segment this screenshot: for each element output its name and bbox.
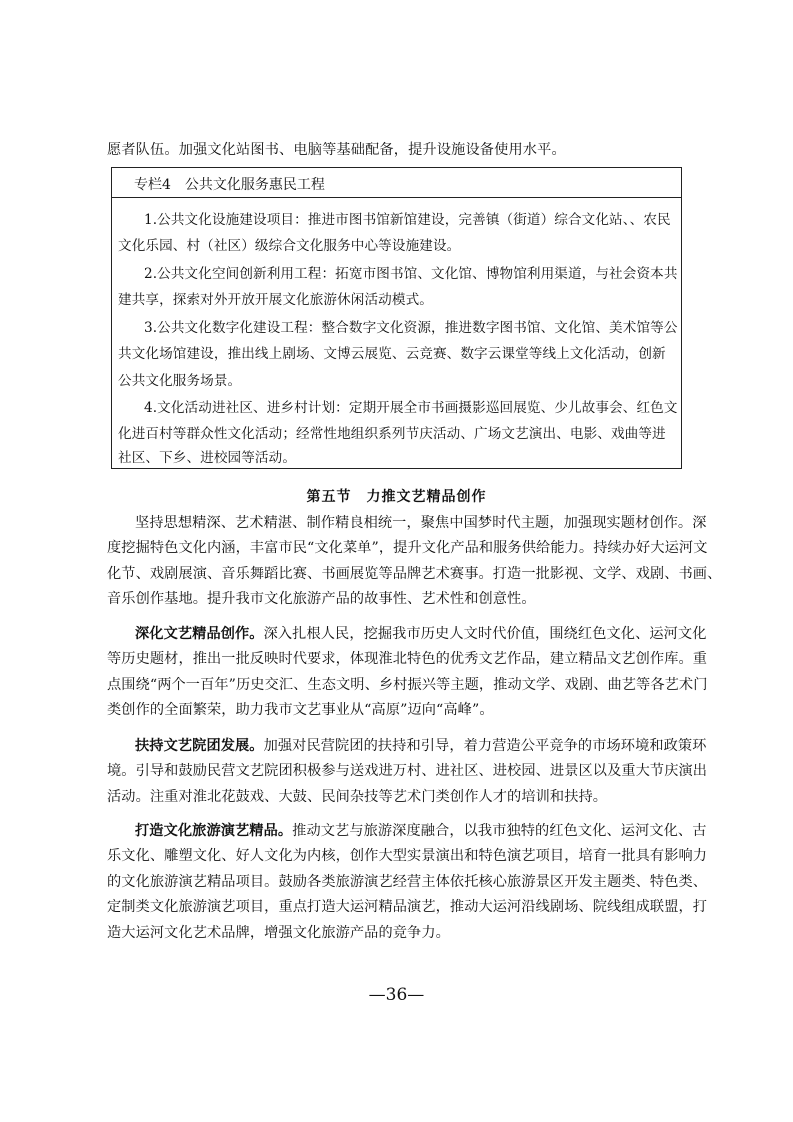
box-line: 化进百村等群众性文化活动；经常性地组织系列节庆活动、广场文艺演出、电影、戏曲等进 <box>118 426 666 442</box>
paragraph-line: 境。引导和鼓励民营文艺院团积极参与送戏进万村、进社区、进校园、进景区以及重大节庆演出 <box>107 763 708 780</box>
page-number: —36— <box>368 985 425 1005</box>
box-line: 3.公共文化数字化建设工程：整合数字文化资源，推进数字图书馆、文化馆、美术馆等公 <box>144 320 678 336</box>
paragraph-line: 乐文化、雕塑文化、好人文化为内核，创作大型实景演出和特色演艺项目，培育一批具有影响力 <box>107 848 708 865</box>
paragraph-line: 定制类文化旅游演艺项目，重点打造大运河精品演艺，推动大运河沿线剧场、院线组成联盟，打 <box>107 899 708 916</box>
paragraph-line: 度挖掘特色文化内涵，丰富市民“文化菜单”，提升文化产品和服务供给能力。持续办好大运河文 <box>107 540 708 557</box>
box-line: 公共文化服务场景。 <box>118 373 242 389</box>
paragraph-line: 点围绕“两个一百年”历史交汇、生态文明、乡村振兴等主题，推动文学、戏剧、曲艺等各艺术门 <box>107 676 708 693</box>
paragraph-line <box>107 819 707 844</box>
box-line: 4.文化活动进社区、进乡村计划：定期开展全市书画摄影巡回展览、少儿故事会、红色文 <box>144 400 678 416</box>
box-line: 共文化场馆建设，推出线上剧场、文博云展览、云竞赛、数字云课堂等线上文化活动，创新 <box>118 346 666 362</box>
paragraph-line <box>107 622 707 647</box>
box-line: 1.公共文化设施建设项目：推进市图书馆新馆建设，完善镇（街道）综合文化站、、农民 <box>144 212 671 228</box>
paragraph-lead: 深化文艺精品创作。 <box>135 626 264 642</box>
paragraph-intro <box>107 511 722 613</box>
box-line: 建共享，探索对外开放开展文化旅游休闲活动模式。 <box>118 292 433 308</box>
paragraph-line: 音乐创作基地。提升我市文化旅游产品的故事性、艺术性和创意性。 <box>107 591 536 608</box>
paragraph-deepen-creation <box>107 622 708 724</box>
paragraph-line: 的文化旅游演艺精品项目。鼓励各类旅游演艺经营主体依托核心旅游景区开发主题类、特色类、 <box>107 873 708 890</box>
paragraph-lead: 扶持文艺院团发展。 <box>135 738 264 754</box>
special-column-box <box>111 167 682 469</box>
special-column-header <box>112 168 681 198</box>
paragraph-line <box>107 734 707 759</box>
paragraph-lead: 打造文化旅游演艺精品。 <box>135 823 293 839</box>
paragraph-line: 化节、戏剧展演、音乐舞蹈比赛、书画展览等品牌艺术赛事。打造一批影视、文学、戏剧、书画、 <box>107 565 722 582</box>
paragraph-tourism-performance <box>107 819 708 946</box>
box-line: 文化乐园、村（社区）级综合文化服务中心等设施建设。 <box>118 238 461 254</box>
box-line: 社区、下乡、进校园等活动。 <box>118 450 297 466</box>
special-column-title: 专栏4 公共文化服务惠民工程 <box>134 177 325 193</box>
paragraph-line: 类创作的全面繁荣，助力我市文艺事业从“高原”迈向“高峰”。 <box>107 702 494 719</box>
paragraph-line: 活动。注重对淮北花鼓戏、大鼓、民间杂技等艺术门类创作人才的培训和扶持。 <box>107 788 608 805</box>
box-line: 2.公共文化空间创新利用工程：拓宽市图书馆、文化馆、博物馆利用渠道，与社会资本共 <box>144 266 678 282</box>
paragraph-line: 坚持思想精深、艺术精湛、制作精良相统一，聚焦中国梦时代主题，加强现实题材创作。深 <box>135 515 707 531</box>
paragraph-line: 造大运河文化艺术品牌，增强文化旅游产品的竞争力。 <box>107 924 450 941</box>
paragraph-text: 加强对民营院团的扶持和引导，着力营造公平竞争的市场环境和政策环 <box>263 738 707 754</box>
section-heading: 第五节 力推文艺精品创作 <box>306 489 487 505</box>
top-continuation-line: 愿者队伍。加强文化站图书、电脑等基础配备，提升设施设备使用水平。 <box>107 142 566 158</box>
paragraph-line: 等历史题材，推出一批反映时代要求，体现淮北特色的优秀文艺作品，建立精品文艺创作库。重 <box>107 651 708 668</box>
paragraph-text: 深入扎根人民，挖掘我市历史人文时代价值，围绕红色文化、运河文化 <box>263 626 707 642</box>
paragraph-support-troupes <box>107 734 708 810</box>
paragraph-text: 推动文艺与旅游深度融合，以我市独特的红色文化、运河文化、古 <box>292 823 707 839</box>
